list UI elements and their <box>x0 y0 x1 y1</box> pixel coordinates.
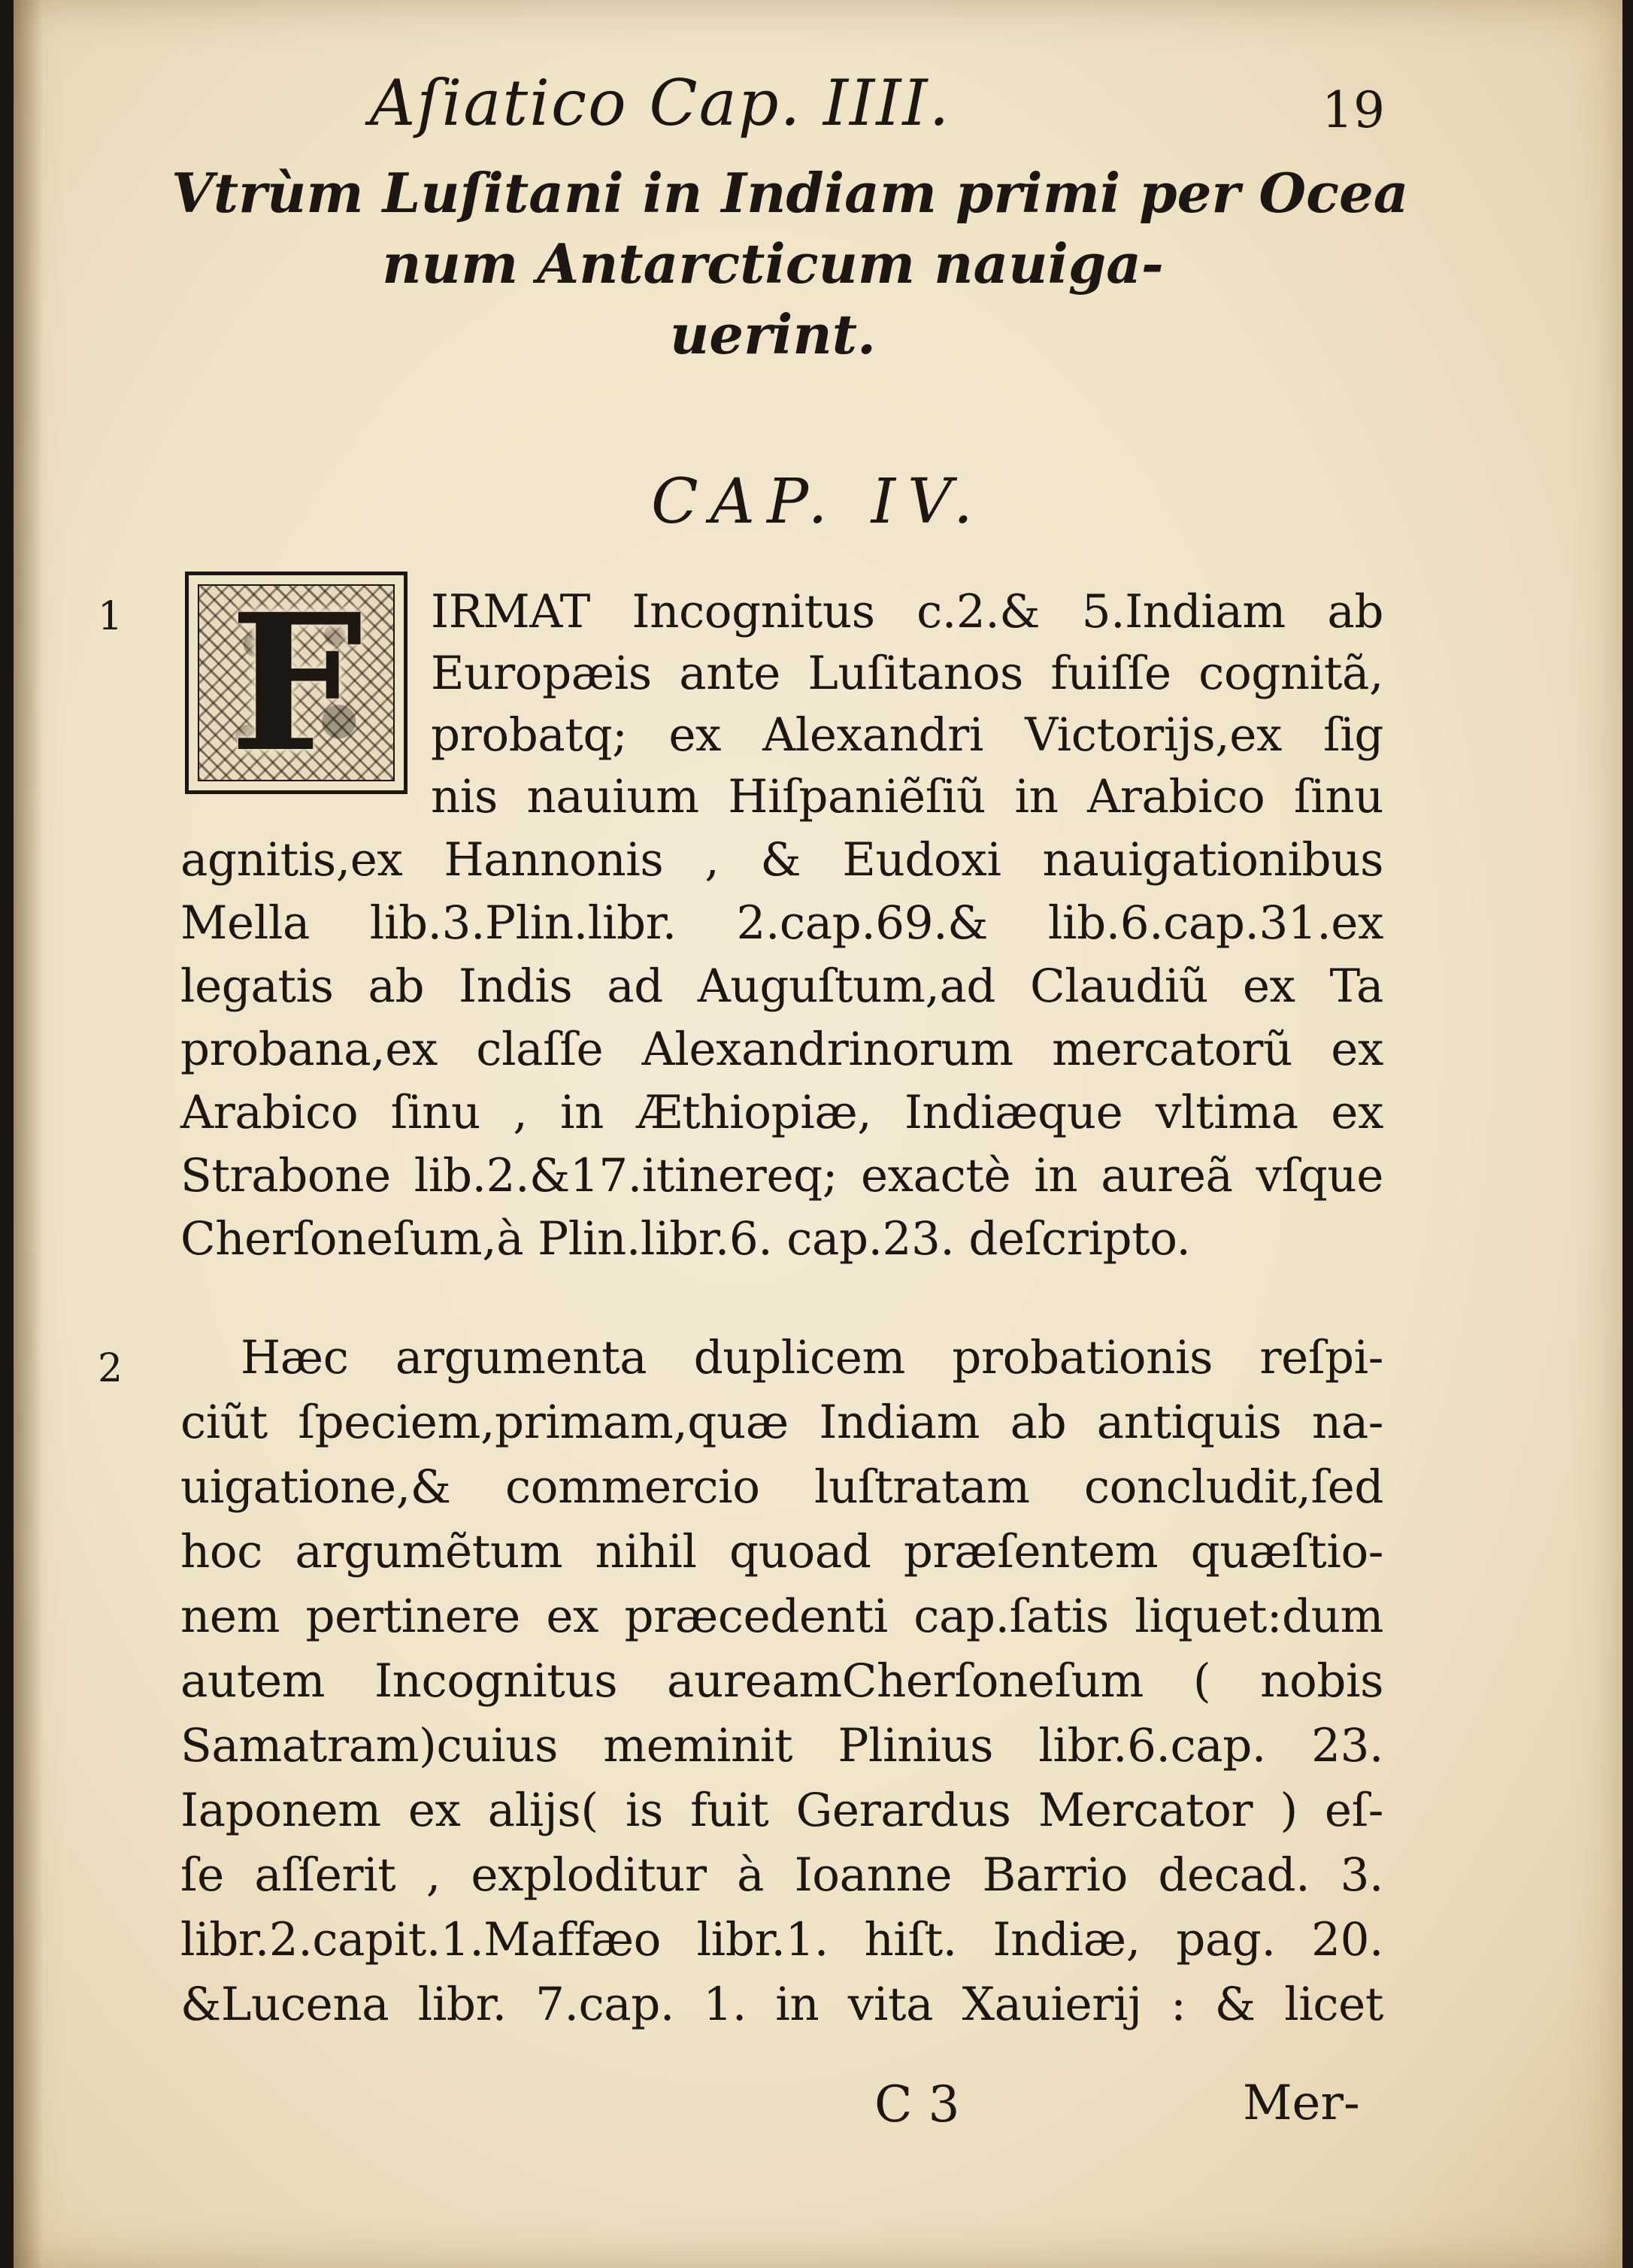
text-line: nis nauium Hiſpaniẽſiũ in Arabico ſinu <box>431 770 1383 823</box>
initial-letter: F <box>229 572 363 793</box>
chapter-heading: CAP. IV. <box>651 466 985 538</box>
text-line: Hæc argumenta duplicem probationis reſpi- <box>241 1331 1383 1384</box>
decorated-initial <box>185 572 407 794</box>
page-number: 19 <box>1322 81 1385 139</box>
text-line: IRMAT Incognitus c.2.& 5.Indiam ab <box>431 585 1383 638</box>
text-line: Mella lib.3.Plin.libr. 2.cap.69.& lib.6.cap.31.ex <box>180 896 1383 950</box>
signature-mark: C 3 <box>874 2075 960 2133</box>
text-line: Europæis ante Luſitanos fuiſſe cognitã, <box>431 647 1383 700</box>
text-line: agnitis,ex Hannonis , & Eudoxi nauigationibus <box>180 833 1383 887</box>
text-line: Samatram)cuius meminit Plinius libr.6.cap. 23. <box>180 1719 1383 1772</box>
chapter-title <box>171 158 1409 370</box>
catchword: Mer- <box>1243 2075 1360 2131</box>
text-line: &Lucena libr. 7.cap. 1. in vita Xauierij : & licet <box>180 1978 1383 2031</box>
text-line: probana,ex claſſe Alexandrinorum mercatorũ ex <box>180 1023 1383 1076</box>
margin-number: 1 <box>98 594 123 639</box>
text-line: autem Incognitus aureamCherſoneſum ( nobis <box>180 1654 1383 1708</box>
chapter-title-line: uerint. <box>669 302 877 366</box>
chapter-title-line: Vtrùm Luſitani in Indiam primi per Ocea <box>171 161 1409 225</box>
text-line: Cherſoneſum,à Plin.libr.6. cap.23. deſcripto. <box>180 1212 1191 1266</box>
text-line: legatis ab Indis ad Auguſtum,ad Claudiũ ex Ta <box>180 960 1383 1013</box>
text-line: Iaponem ex alijs( is fuit Gerardus Mercator ) eſ- <box>180 1784 1383 1837</box>
text-line: ciũt ſpeciem,primam,quæ Indiam ab antiquis na- <box>180 1396 1383 1449</box>
text-line: uigatione,& commercio luſtratam concludit,ſed <box>180 1460 1383 1514</box>
margin-number: 2 <box>98 1346 123 1391</box>
running-head: Aſiatico Cap. IIII. <box>369 66 951 140</box>
text-line: Arabico ſinu , in Æthiopiæ, Indiæque vltima ex <box>180 1086 1383 1139</box>
page-gutter-shadow <box>14 0 44 2268</box>
text-line: Strabone lib.2.&17.itinereq; exactè in aureã vſque <box>180 1149 1383 1202</box>
text-line: ſe aſſerit , exploditur à Ioanne Barrio decad. 3. <box>180 1848 1383 1902</box>
chapter-title-line: num Antarcticum nauiga- <box>382 232 1164 296</box>
text-line: nem pertinere ex præcedenti cap.ſatis liquet:dum <box>180 1590 1383 1643</box>
text-line: hoc argumẽtum nihil quoad præſentem quæſtio- <box>180 1525 1383 1578</box>
text-line: libr.2.capit.1.Maffæo libr.1. hiſt. Indiæ, pag. 20. <box>180 1913 1383 1966</box>
book-page <box>14 0 1622 2268</box>
text-line: probatq; ex Alexandri Victorijs,ex ſig <box>431 708 1383 762</box>
